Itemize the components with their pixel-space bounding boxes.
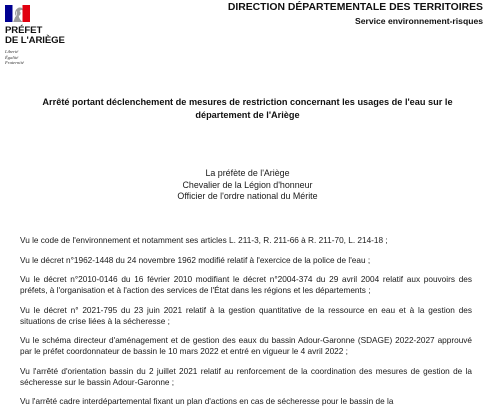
recital: Vu le schéma directeur d'aménagement et de gestion des eaux du bassin Adour-Garonne (SDAGE) 2022-2027 approuvé par le préfet coordonnateur de bassin le 10 mars 2022 et entré en vigueur le 4 avril 2022 ; (20, 336, 472, 356)
department-name: DIRECTION DÉPARTEMENTALE DES TERRITOIRES (227, 2, 483, 13)
document-title: Arrêté portant déclenchement de mesures de restriction concernant les usages de l'eau sur le département de l'Ariège (42, 97, 453, 120)
recital: Vu l'arrêté cadre interdépartemental fixant un plan d'actions en cas de sécheresse pour le bassin de la (20, 397, 394, 406)
motto-fraternite: Fraternité (5, 60, 24, 66)
signatory-line: Officier de l'ordre national du Mérite (177, 191, 318, 202)
signatory-line: Chevalier de la Légion d'honneur (182, 179, 313, 190)
motto-egalite: Égalité (5, 54, 19, 60)
recital: Vu le décret n° 2021-795 du 23 juin 2021 relatif à la gestion quantitative de la ressource en eau et à la gestion des situations de crise liées à la sécheresse ; (20, 305, 472, 326)
recital: Vu le code de l'environnement et notamment ses articles L. 211-3, R. 211-66 à R. 211-70, L. 214-18 ; (20, 236, 388, 245)
marianne-block (5, 4, 85, 66)
recital: Vu le décret n°1962-1448 du 24 novembre 1962 modifié relatif à l'exercice de la police de l'eau ; (20, 255, 371, 265)
prefet-line-1: PRÉFET (5, 25, 43, 36)
prefet-line-2: DE L'ARIÈGE (5, 35, 65, 46)
marianne-logo-icon (5, 4, 30, 23)
motto-liberte: Liberté (5, 49, 19, 54)
motto (5, 49, 85, 66)
service-name: Service environnement-risques (355, 16, 483, 26)
recitals (20, 235, 472, 416)
signatory-line: La préfète de l'Ariège (205, 168, 290, 178)
recital: Vu l'arrêté d'orientation bassin du 2 juillet 2021 relatif au renforcement de la coordination des mesures de gestion de la sécheresse sur le bassin Adour-Garonne ; (20, 366, 472, 387)
recital: Vu le décret n°2010-0146 du 16 février 2010 modifiant le décret n°2004-374 du 29 avril 2004 relatif aux pouvoirs des préfets, à l'organisation et à l'action des services de l'État dans les régions et les départements ; (20, 275, 472, 295)
signatory-block (0, 168, 495, 203)
department-header (228, 1, 483, 27)
